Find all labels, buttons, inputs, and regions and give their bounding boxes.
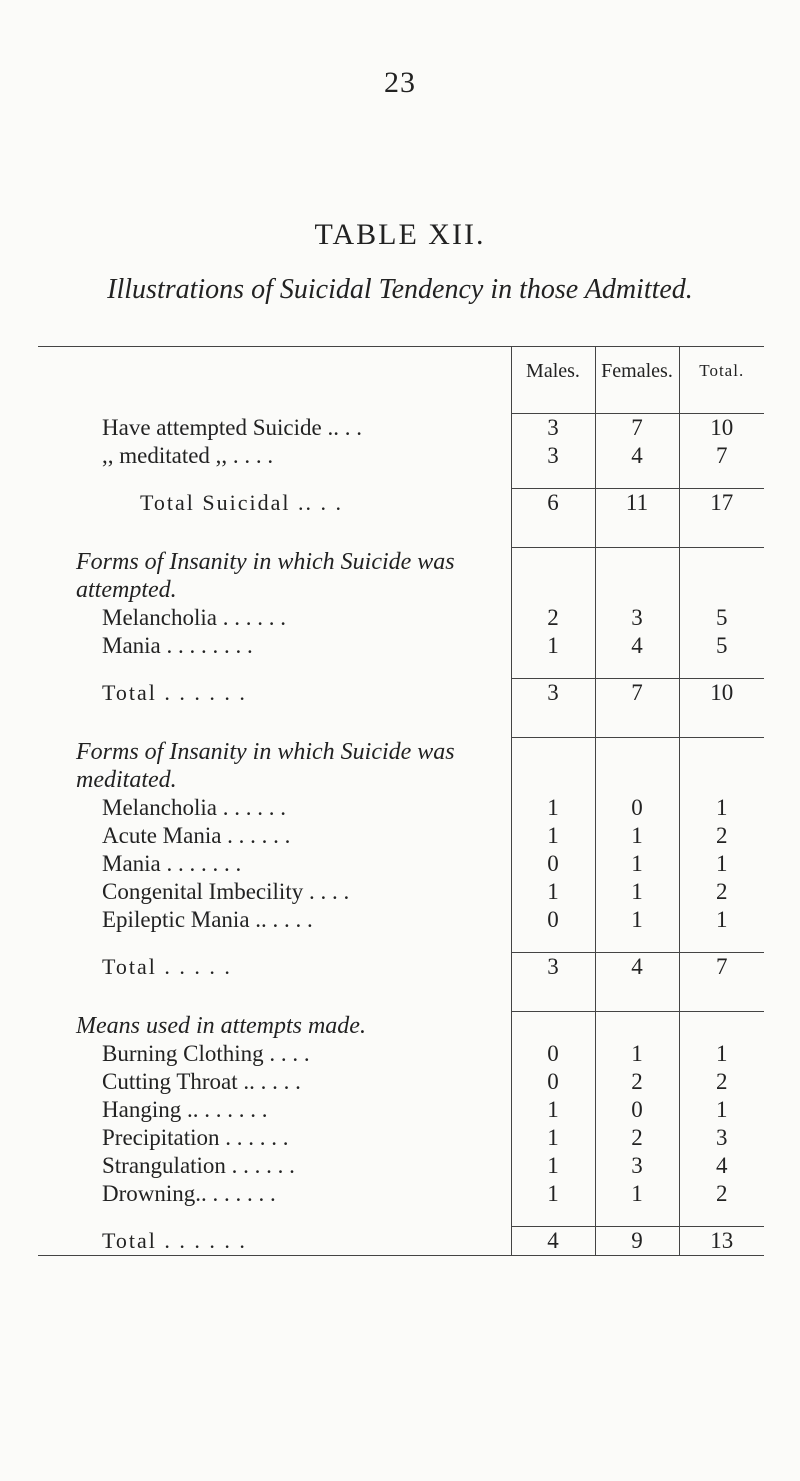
total-cell: 3 [716, 1125, 728, 1150]
males-cell: 2 [511, 604, 595, 632]
table-row [38, 604, 764, 632]
females-cell: 3 [595, 604, 679, 632]
header-row [38, 347, 764, 396]
males-cell: 1 [511, 1180, 595, 1208]
row-label: Melancholia . . . . . . [38, 794, 511, 822]
total-cell: 2 [716, 1181, 728, 1206]
females-cell: 1 [595, 906, 679, 934]
row-label: Hanging .. . . . . . . [38, 1096, 511, 1124]
females-cell: 1 [595, 878, 679, 906]
males-cell: 1 [511, 1124, 595, 1152]
table-row [38, 1152, 764, 1180]
females-cell: 7 [595, 679, 679, 708]
males-cell: 4 [511, 1227, 595, 1256]
row-label: Congenital Imbecility . . . . [38, 878, 511, 906]
total-cell: 2 [716, 1069, 728, 1094]
total-label: Total . . . . . . [38, 679, 511, 708]
total-cell: 5 [716, 605, 728, 630]
table-row [38, 1180, 764, 1208]
table-row [38, 632, 764, 660]
total-row [38, 1227, 764, 1256]
total-row [38, 953, 764, 982]
females-cell: 0 [595, 1096, 679, 1124]
table-row [38, 794, 764, 822]
females-cell: 3 [595, 1152, 679, 1180]
total-label: Total Suicidal .. . . [38, 489, 511, 518]
row-label: Have attempted Suicide .. . . [38, 414, 511, 443]
row-label: Melancholia . . . . . . [38, 604, 511, 632]
total-cell: 1 [716, 795, 728, 820]
row-label: ,, meditated ,, . . . . [38, 442, 511, 470]
row-label: Cutting Throat .. . . . . [38, 1068, 511, 1096]
total-cell: 1 [716, 907, 728, 932]
females-cell: 1 [595, 850, 679, 878]
males-cell: 3 [511, 953, 595, 982]
section-heading-row [38, 1012, 764, 1041]
females-cell: 7 [595, 414, 679, 443]
table-row [38, 1068, 764, 1096]
row-label: Mania . . . . . . . [38, 850, 511, 878]
total-row [38, 679, 764, 708]
row-label: Acute Mania . . . . . . [38, 822, 511, 850]
total-label: Total . . . . . . [38, 1227, 511, 1256]
males-cell: 1 [511, 1152, 595, 1180]
males-cell: 1 [511, 822, 595, 850]
page-number: 23 [384, 66, 416, 99]
females-cell: 11 [595, 489, 679, 518]
total-cell: 13 [679, 1227, 764, 1256]
females-cell: 1 [595, 1040, 679, 1068]
total-cell: 4 [716, 1153, 728, 1178]
total-cell: 1 [716, 1097, 728, 1122]
males-cell: 0 [511, 1040, 595, 1068]
col-header-total: Total. [679, 347, 764, 396]
females-cell: 2 [595, 1068, 679, 1096]
section-heading: Forms of Insanity in which Suicide was meditated. [38, 738, 511, 795]
table-row [38, 1096, 764, 1124]
table-subtitle: Illustrations of Suicidal Tendency in those Admitted. [107, 274, 693, 305]
total-cell: 7 [716, 443, 728, 468]
females-cell: 4 [595, 442, 679, 470]
males-cell: 0 [511, 850, 595, 878]
total-cell: 2 [716, 879, 728, 904]
males-cell: 6 [511, 489, 595, 518]
row-label: Drowning.. . . . . . . [38, 1180, 511, 1208]
females-cell: 0 [595, 794, 679, 822]
table-row [38, 822, 764, 850]
total-cell: 1 [716, 1041, 728, 1066]
females-cell: 4 [595, 632, 679, 660]
total-cell: 10 [679, 679, 764, 708]
row-label: Epileptic Mania .. . . . . [38, 906, 511, 934]
males-cell: 3 [511, 679, 595, 708]
total-cell: 5 [716, 633, 728, 658]
table-row [38, 414, 764, 443]
row-label: Strangulation . . . . . . [38, 1152, 511, 1180]
total-row [38, 489, 764, 518]
total-cell: 1 [716, 851, 728, 876]
table-row [38, 1040, 764, 1068]
total-label: Total . . . . . [38, 953, 511, 982]
table-title: TABLE XII. [314, 218, 486, 251]
total-cell: 17 [679, 489, 764, 518]
males-cell: 1 [511, 878, 595, 906]
row-label: Mania . . . . . . . . [38, 632, 511, 660]
females-cell: 9 [595, 1227, 679, 1256]
males-cell: 0 [511, 906, 595, 934]
total-cell: 2 [716, 823, 728, 848]
total-cell: 10 [679, 414, 764, 443]
males-cell: 3 [511, 414, 595, 443]
females-cell: 2 [595, 1124, 679, 1152]
males-cell: 0 [511, 1068, 595, 1096]
section-heading-row [38, 548, 764, 577]
table-row [38, 906, 764, 934]
table-row [38, 878, 764, 906]
suicidal-tendency-table [38, 346, 764, 1256]
col-header-females: Females. [595, 347, 679, 396]
females-cell: 1 [595, 822, 679, 850]
total-cell: 7 [679, 953, 764, 982]
males-cell: 1 [511, 794, 595, 822]
table-row [38, 1124, 764, 1152]
row-label: Precipitation . . . . . . [38, 1124, 511, 1152]
row-label: Burning Clothing . . . . [38, 1040, 511, 1068]
females-cell: 1 [595, 1180, 679, 1208]
section-heading: Means used in attempts made. [38, 1012, 511, 1041]
males-cell: 1 [511, 1096, 595, 1124]
females-cell: 4 [595, 953, 679, 982]
section-heading-row [38, 738, 764, 767]
table-row [38, 850, 764, 878]
males-cell: 1 [511, 632, 595, 660]
males-cell: 3 [511, 442, 595, 470]
table-row [38, 442, 764, 470]
col-header-males: Males. [511, 347, 595, 396]
section-heading: Forms of Insanity in which Suicide was attempted. [38, 548, 511, 605]
